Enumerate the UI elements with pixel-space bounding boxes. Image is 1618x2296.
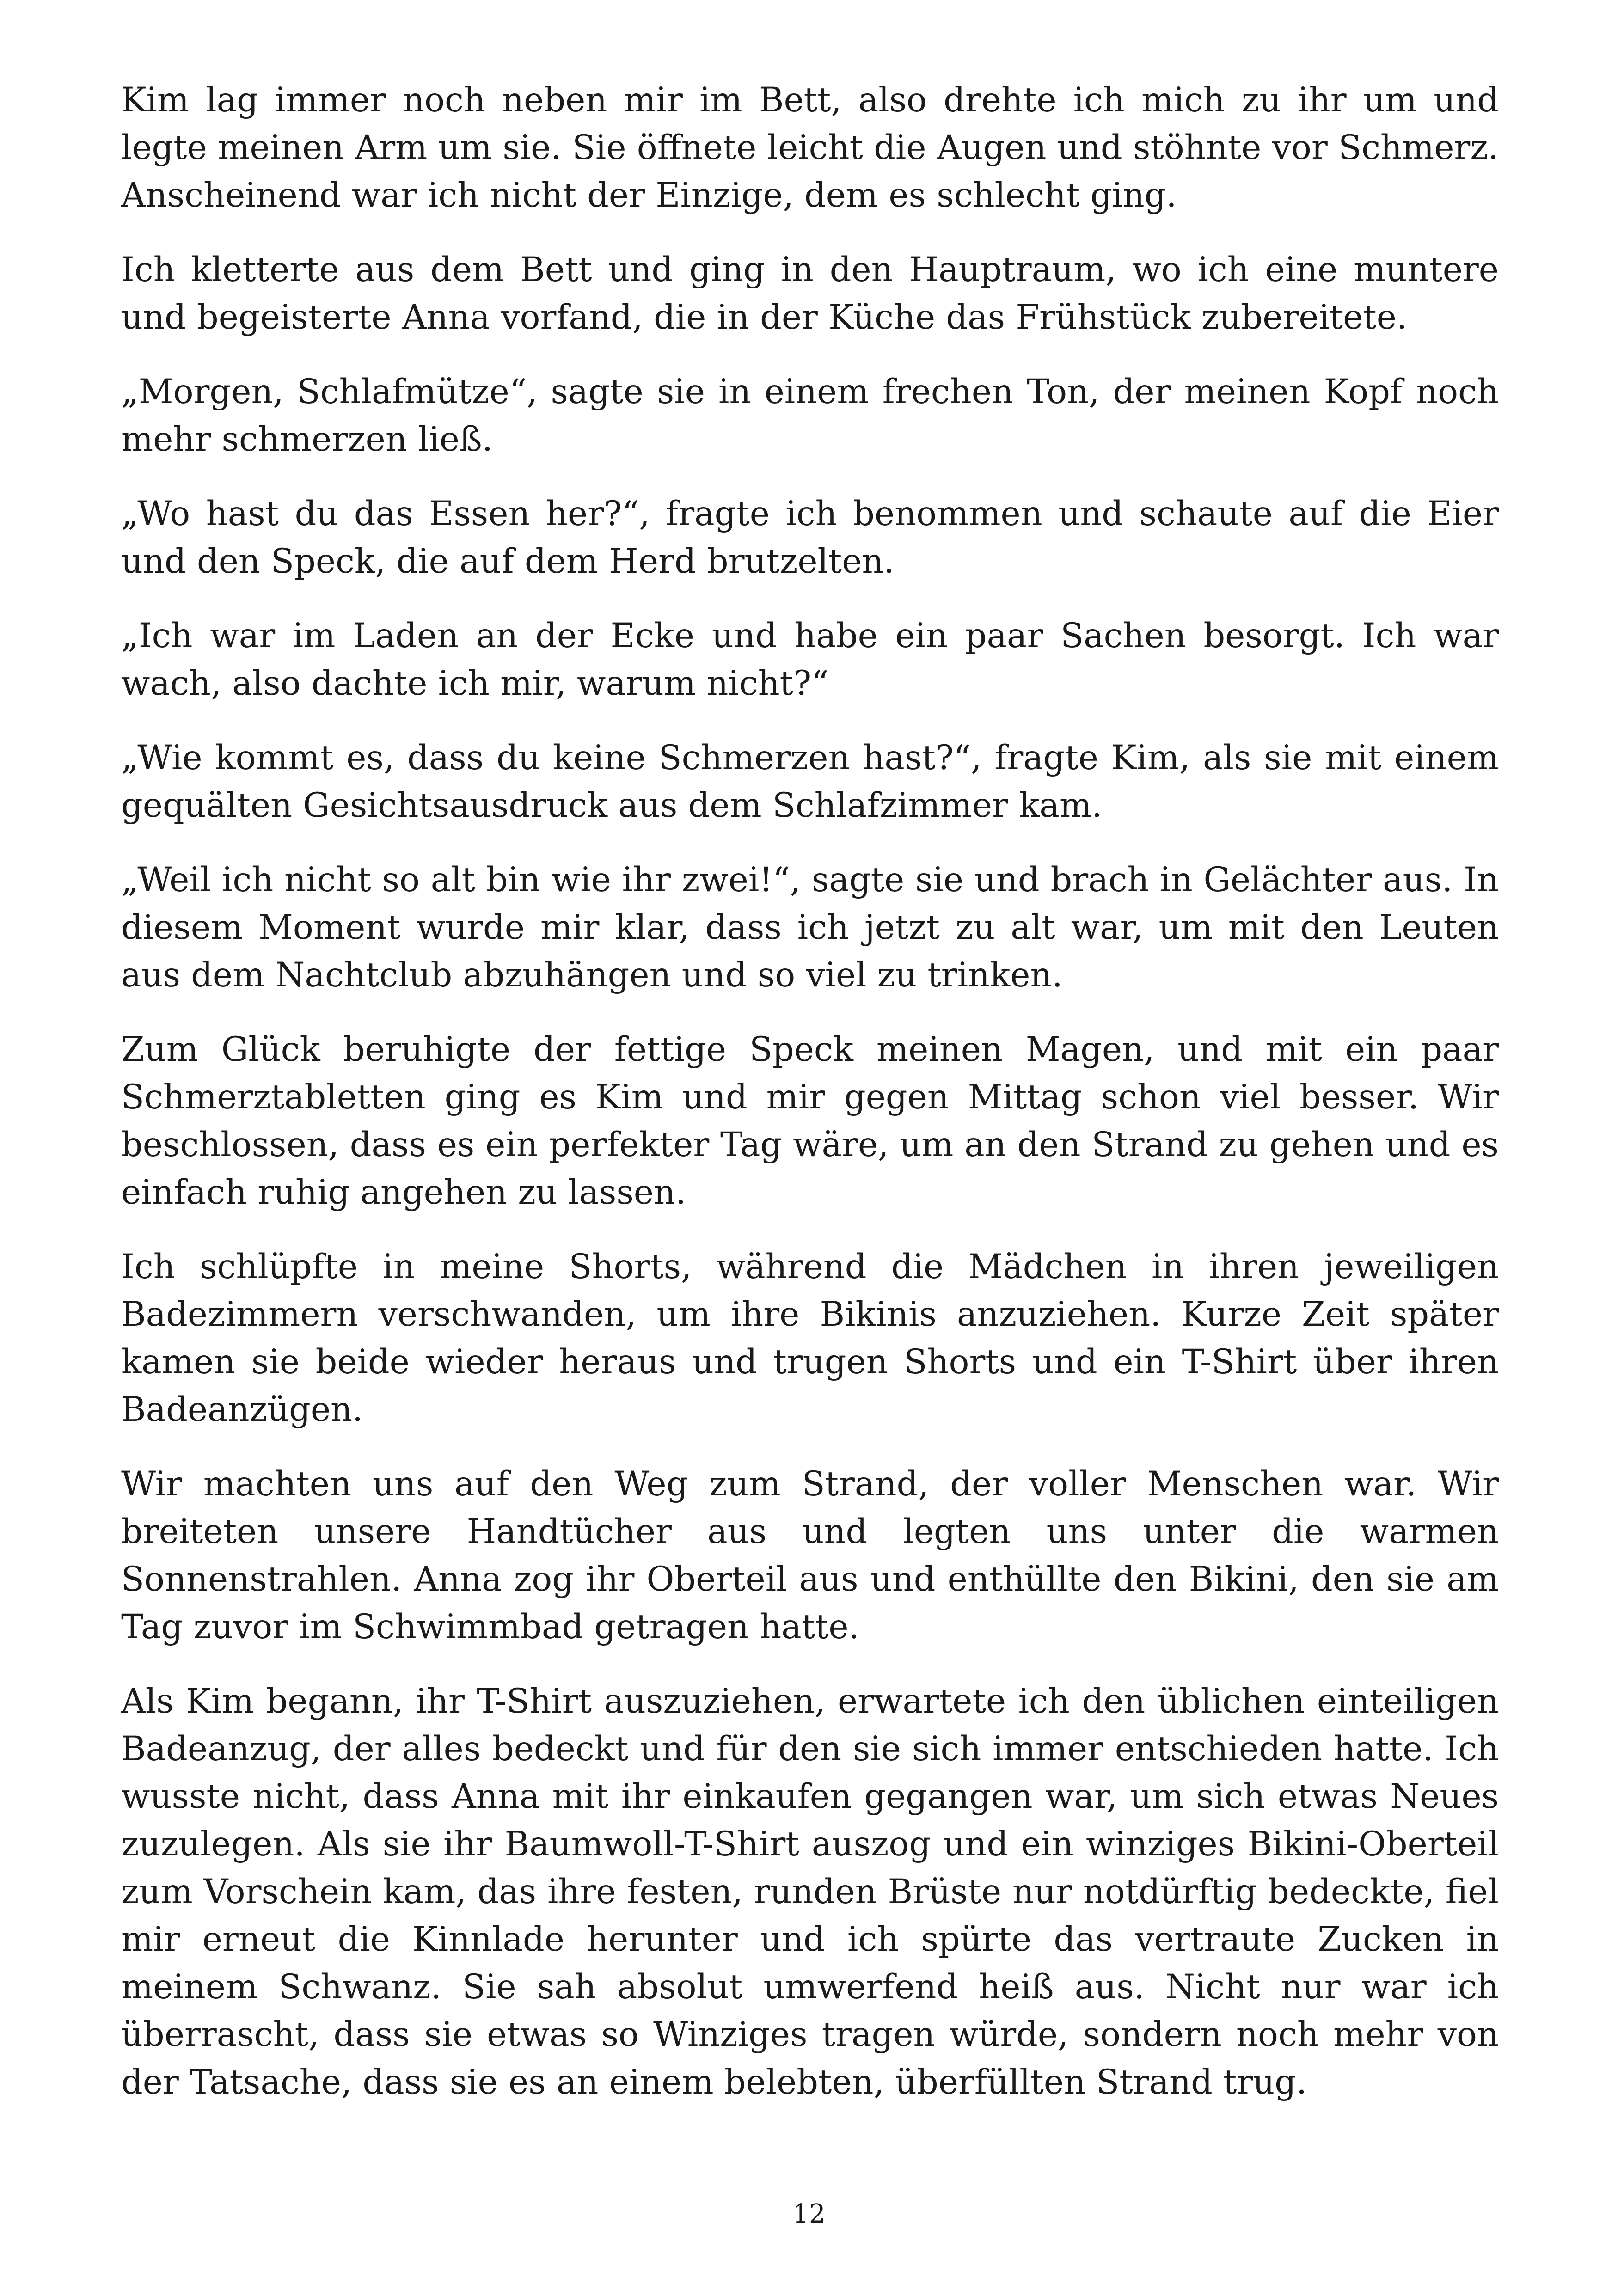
paragraph-2: Ich kletterte aus dem Bett und ging in den Hauptraum, wo ich eine muntere und begeisterte Anna vorfand, die in der Küche das Frühstück zubereitete. (121, 250, 1499, 337)
paragraph-9: Ich schlüpfte in meine Shorts, während die Mädchen in ihren jeweiligen Badezimmern verschwanden, um ihre Bikinis anzuziehen. Kurze Zeit später kamen sie beide wieder heraus und trugen Shorts und ein T-Shirt über ihren Badeanzügen. (121, 1247, 1499, 1429)
paragraph-3: „Morgen, Schlafmütze“, sagte sie in einem frechen Ton, der meinen Kopf noch mehr schmerzen ließ. (121, 372, 1499, 459)
paragraph-5: „Ich war im Laden an der Ecke und habe ein paar Sachen besorgt. Ich war wach, also dachte ich mir, warum nicht?“ (121, 616, 1499, 703)
paragraph-8: Zum Glück beruhigte der fettige Speck meinen Magen, und mit ein paar Schmerztabletten ging es Kim und mir gegen Mittag schon viel besser. Wir beschlossen, dass es ein perfekter Tag wäre, um an den Strand zu gehen und es einfach ruhig angehen zu lassen. (121, 1030, 1499, 1212)
paragraph-7: „Weil ich nicht so alt bin wie ihr zwei!“, sagte sie und brach in Gelächter aus. In diesem Moment wurde mir klar, dass ich jetzt zu alt war, um mit den Leuten aus dem Nachtclub abzuhängen und so viel zu trinken. (121, 860, 1499, 995)
paragraph-1: Kim lag immer noch neben mir im Bett, also drehte ich mich zu ihr um und legte meinen Arm um sie. Sie öffnete leicht die Augen und stöhnte vor Schmerz. Anscheinend war ich nicht der Einzige, dem es schlecht ging. (121, 80, 1499, 215)
paragraph-10: Wir machten uns auf den Weg zum Strand, der voller Menschen war. Wir breiteten unsere Handtücher aus und legten uns unter die warmen Sonnenstrahlen. Anna zog ihr Oberteil aus und enthüllte den Bikini, den sie am Tag zuvor im Schwimmbad getragen hatte. (121, 1464, 1499, 1647)
page-body (121, 76, 1499, 2133)
paragraph-11: Als Kim begann, ihr T-Shirt auszuziehen, erwartete ich den üblichen einteiligen Badeanzug, der alles bedeckt und für den sie sich immer entschieden hatte. Ich wusste nicht, dass Anna mit ihr einkaufen gegangen war, um sich etwas Neues zuzulegen. Als sie ihr Baumwoll-T-Shirt auszog und ein winziges Bikini-Oberteil zum Vorschein kam, das ihre festen, runden Brüste nur notdürftig bedeckte, fiel mir erneut die Kinnlade herunter und ich spürte das vertraute Zucken in meinem Schwanz. Sie sah absolut umwerfend heiß aus. Nicht nur war ich überrascht, dass sie etwas so Winziges tragen würde, sondern noch mehr von der Tatsache, dass sie es an einem belebten, überfüllten Strand trug. (121, 1682, 1499, 2102)
paragraph-4: „Wo hast du das Essen her?“, fragte ich benommen und schaute auf die Eier und den Speck, die auf dem Herd brutzelten. (121, 494, 1499, 581)
page-number: 12 (792, 2199, 826, 2229)
paragraph-6: „Wie kommt es, dass du keine Schmerzen hast?“, fragte Kim, als sie mit einem gequälten Gesichtsausdruck aus dem Schlafzimmer kam. (121, 738, 1499, 825)
